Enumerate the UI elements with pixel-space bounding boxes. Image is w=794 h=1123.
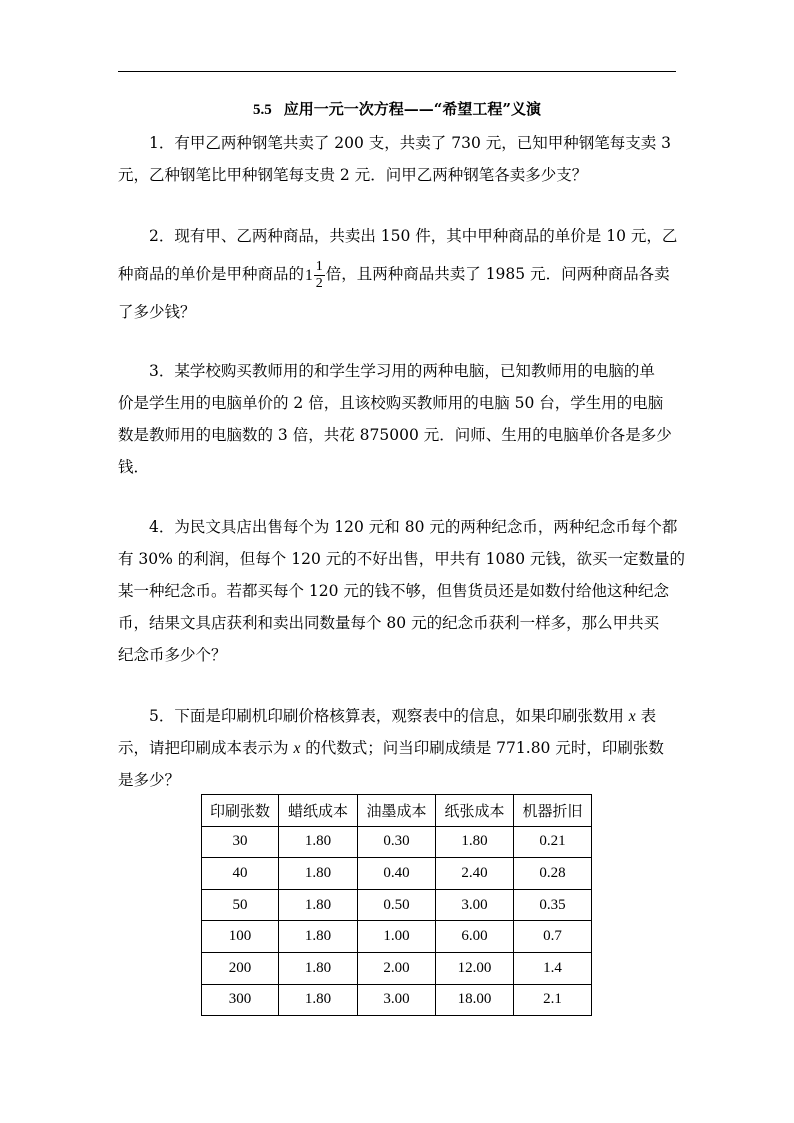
- table-cell: 0.40: [358, 858, 436, 890]
- problem-4-line-3: 某一种纪念币。若都买每个 120 元的钱不够，但售货员还是如数付给他这种纪念: [118, 582, 669, 600]
- table-cell: 12.00: [436, 952, 514, 984]
- problem-2: [118, 220, 676, 328]
- problem-2-line-2: [118, 252, 676, 296]
- problem-3-line-4: 钱．: [118, 458, 150, 476]
- table-cell: 30: [202, 826, 279, 858]
- table-cell: 300: [202, 984, 279, 1016]
- printing-cost-table: [201, 794, 592, 1016]
- fraction-denominator: 2: [315, 276, 323, 291]
- table-cell: 1.80: [279, 921, 358, 953]
- problem-2-line-2-before: 种商品的单价是甲种商品的: [118, 265, 305, 283]
- table-cell: 0.28: [514, 858, 592, 890]
- table-cell: 1.80: [279, 952, 358, 984]
- problem-5: [118, 700, 676, 796]
- problem-4: [118, 511, 686, 671]
- table-cell: 1.80: [436, 826, 514, 858]
- problem-5-line-3: 是多少？: [118, 771, 181, 789]
- table-header-cell: 纸张成本: [436, 795, 514, 827]
- mixed-number-whole: 1: [305, 266, 313, 284]
- table-cell: 1.00: [358, 921, 436, 953]
- problem-5-line-1-before: 5．下面是印刷机印刷价格核算表，观察表中的信息，如果印刷张数用: [149, 707, 629, 725]
- fraction-numerator: 1: [315, 259, 323, 274]
- problem-3: [118, 355, 676, 483]
- problem-1-line-2: 元，乙种钢笔比甲种钢笔每支贵 2 元．问甲乙两种钢笔各卖多少支？: [118, 166, 588, 184]
- table-header-cell: 油墨成本: [358, 795, 436, 827]
- problem-1: [118, 127, 676, 191]
- problem-4-line-4: 币，结果文具店获利和卖出同数量每个 80 元的纪念币获利一样多，那么甲共买: [118, 614, 660, 632]
- problem-5-line-2-after: 的代数式；问当印刷成绩是 771.80 元时，印刷张数: [300, 739, 664, 757]
- table-cell: 100: [202, 921, 279, 953]
- table-cell: 0.21: [514, 826, 592, 858]
- problem-4-line-1: 4．为民文具店出售每个为 120 元和 80 元的两种纪念币，两种纪念币每个都: [149, 518, 678, 536]
- table-cell: 2.40: [436, 858, 514, 890]
- problem-3-line-3: 数是教师用的电脑数的 3 倍，共花 875000 元．问师、生用的电脑单价各是多少: [118, 426, 672, 444]
- table-row: [202, 826, 592, 858]
- table-cell: 1.80: [279, 984, 358, 1016]
- problem-5-line-1: [118, 700, 676, 732]
- section-title-text: 应用一元一次方程——“希望工程”义演: [283, 100, 541, 118]
- table-header-cell: 机器折旧: [514, 795, 592, 827]
- table-row: [202, 889, 592, 921]
- problem-1-line-1: 1．有甲乙两种钢笔共卖了 200 支，共卖了 730 元，已知甲种钢笔每支卖 3: [149, 134, 672, 152]
- table-cell: 1.80: [279, 826, 358, 858]
- table-cell: 2.1: [514, 984, 592, 1016]
- table-cell: 1.80: [279, 858, 358, 890]
- table-cell: 18.00: [436, 984, 514, 1016]
- problem-5-line-2-before: 示，请把印刷成本表示为: [118, 739, 294, 757]
- problem-2-line-1: 2．现有甲、乙两种商品，共卖出 150 件，其中甲种商品的单价是 10 元，乙: [149, 227, 678, 245]
- table-cell: 0.30: [358, 826, 436, 858]
- table-row: [202, 858, 592, 890]
- table-cell: 6.00: [436, 921, 514, 953]
- section-number: 5.5: [252, 102, 272, 118]
- table-cell: 2.00: [358, 952, 436, 984]
- header-rule: [118, 71, 676, 72]
- table-cell: 0.7: [514, 921, 592, 953]
- section-title: [118, 99, 676, 120]
- problem-4-line-5: 纪念币多少个？: [118, 646, 227, 664]
- problem-3-line-2: 价是学生用的电脑单价的 2 倍，且该校购买教师用的电脑 50 台，学生用的电脑: [118, 394, 664, 412]
- table-cell: 0.35: [514, 889, 592, 921]
- table-cell: 1.4: [514, 952, 592, 984]
- table-row: [202, 921, 592, 953]
- table-header-cell: 印刷张数: [202, 795, 279, 827]
- problem-2-line-2-after: 倍，且两种商品共卖了 1985 元．问两种商品各卖: [325, 265, 670, 283]
- table-header-row: [202, 795, 592, 827]
- variable-x: x: [628, 708, 636, 725]
- problem-3-line-1: 3．某学校购买教师用的和学生学习用的两种电脑，已知教师用的电脑的单: [149, 362, 655, 380]
- problem-5-line-2: [118, 732, 676, 764]
- table-row: [202, 984, 592, 1016]
- table-cell: 50: [202, 889, 279, 921]
- table-row: [202, 952, 592, 984]
- table-header-cell: 蜡纸成本: [279, 795, 358, 827]
- table-cell: 200: [202, 952, 279, 984]
- variable-x: x: [293, 740, 301, 757]
- problem-2-line-3: 了多少钱？: [118, 303, 196, 321]
- table-cell: 40: [202, 858, 279, 890]
- table-cell: 1.80: [279, 889, 358, 921]
- problem-5-line-1-after: 表: [635, 707, 657, 725]
- table-cell: 0.50: [358, 889, 436, 921]
- table-cell: 3.00: [436, 889, 514, 921]
- mixed-number: [305, 253, 325, 298]
- problem-4-line-2: 有 30% 的利润，但每个 120 元的不好出售，甲共有 1080 元钱，欲买一定数量的: [118, 550, 686, 568]
- fraction: [314, 259, 325, 292]
- table-cell: 3.00: [358, 984, 436, 1016]
